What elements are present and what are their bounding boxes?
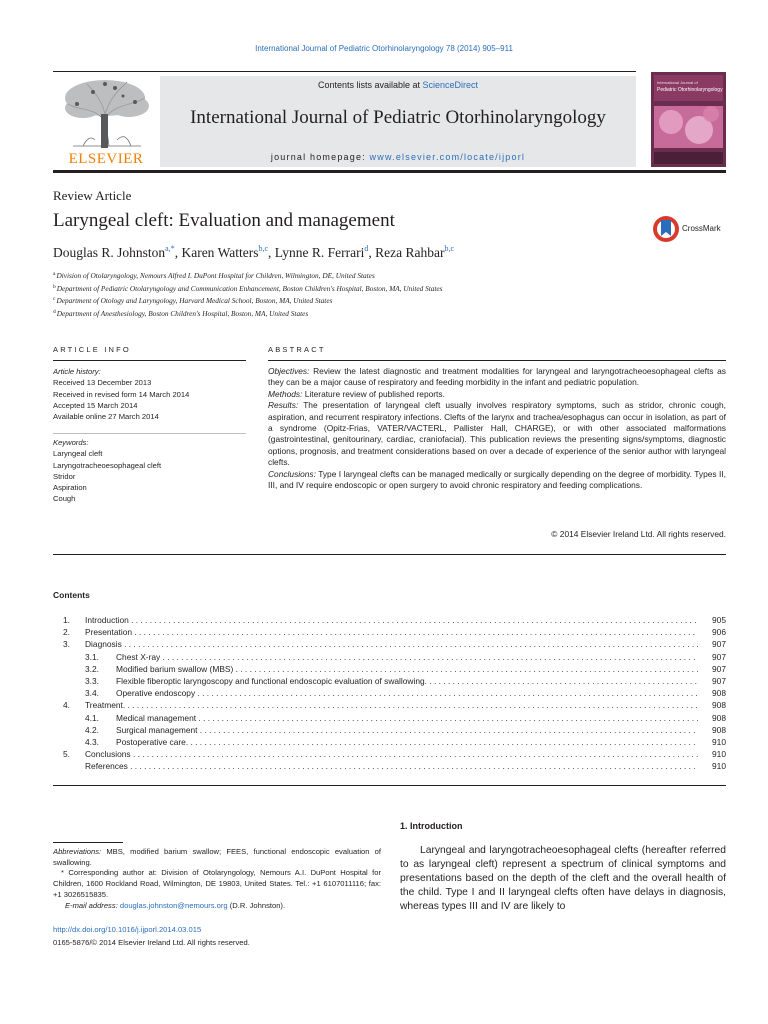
abstract-section: [268, 469, 726, 492]
affiliation-text: Division of Otolaryngology, Nemours Alfred I. DuPont Hospital for Children, Wilmington, DE, United States: [56, 271, 375, 280]
toc-title[interactable]: Diagnosis . . .: [85, 638, 698, 650]
toc-page: 908: [712, 712, 726, 723]
toc-entry[interactable]: [53, 651, 726, 663]
article-info-rule: [53, 360, 246, 361]
homepage-link[interactable]: www.elsevier.com/locate/ijporl: [369, 152, 526, 162]
abstract-rule: [268, 360, 726, 361]
toc-page: 910: [712, 749, 726, 760]
abstract-section-label: Methods:: [268, 388, 303, 399]
toc-page: 907: [712, 675, 726, 686]
toc-number: 3.3.: [85, 675, 99, 686]
toc-entry[interactable]: [53, 760, 726, 772]
contents-rule-bottom: [53, 785, 726, 786]
toc-entry[interactable]: [53, 687, 726, 699]
author-separator: ,: [268, 245, 275, 260]
history-item: Accepted 15 March 2014: [53, 400, 138, 410]
affiliation-key: d: [53, 308, 56, 315]
toc-number: 4.1.: [85, 712, 99, 723]
toc-page: 908: [712, 688, 726, 699]
abbrev-label: Abbreviations:: [53, 847, 102, 856]
footnotes: [53, 847, 381, 911]
affiliation: [53, 269, 443, 282]
toc-title[interactable]: Chest X-ray . . .: [116, 651, 698, 663]
contents-available-line: [160, 80, 636, 90]
toc-title[interactable]: Flexible fiberoptic laryngoscopy and functional endoscopic evaluation of swallowing. . . .: [116, 675, 698, 687]
abstract-section-label: Objectives:: [268, 366, 310, 376]
toc-title[interactable]: Operative endoscopy . . .: [116, 687, 698, 699]
article-type: Review Article: [53, 188, 132, 203]
abstract-section-label: Results:: [268, 400, 299, 411]
toc-page: 907: [712, 651, 726, 662]
affiliation: [53, 307, 443, 320]
toc-page: 907: [712, 663, 726, 674]
toc-page: 906: [712, 627, 726, 638]
history-item: Received 13 December 2013: [53, 378, 152, 388]
toc-entry[interactable]: [53, 699, 726, 711]
toc-number: 2.: [63, 627, 70, 638]
abstract-section: [268, 366, 726, 389]
keyword: Laryngotracheoesophageal cleft: [53, 460, 162, 470]
toc-title[interactable]: Introduction . . .: [85, 614, 698, 626]
journal-title: International Journal of Pediatric Otorhinolaryngology: [190, 107, 606, 128]
introduction-body: Laryngeal and laryngotracheoesophageal clefts (hereafter referred to as laryngeal cleft) represent a spectrum of clinical symptoms and presentations based on the depth of the cleft and the overall health of the child. Type I and II laryngeal clefts often have delays in diagnosis, whereas types III and IV are likely to: [400, 845, 726, 912]
email-footnote: [53, 901, 381, 912]
keyword: Aspiration: [53, 483, 87, 493]
author-separator: ,: [174, 245, 182, 260]
abstract-rule-bottom: [53, 554, 726, 555]
author-list: [53, 244, 454, 261]
toc-title[interactable]: Treatment. . . .: [85, 699, 698, 711]
abstract-section: [268, 389, 726, 400]
toc-page: 910: [712, 736, 726, 747]
contents-title: Contents: [53, 590, 90, 600]
toc-title[interactable]: Surgical management . . .: [116, 724, 698, 736]
abbrev-text: MBS, modified barium swallow; FEES, functional endoscopic evaluation of swallowing.: [53, 847, 381, 867]
homepage-prefix: journal homepage:: [270, 152, 370, 162]
toc-entry[interactable]: [53, 748, 726, 760]
author-name: Karen Watters: [181, 245, 259, 260]
affiliation-text: Department of Pediatric Otolaryngology and Communication Enhancement, Boston Children's Hospital, Boston, MA, United States: [56, 283, 443, 293]
toc-entry[interactable]: [53, 626, 726, 638]
abstract-section-text: The presentation of laryngeal cleft usually involves respiratory symptoms, such as stridor, chronic cough, aspiration, and recurrent respiratory infections. Clefts of the larynx and trachea/esophagus can occur in isolation, as part of a syndrome (Opitz-Frias, VATER/VACTERL, Pallister Hall, CHARGE), or with other associated malformations (gastrointestinal, genitourinary, cardiac, craniofacial). This publication reviews the presenting signs/symptoms, diagnostic options, prognosis, and treatment considerations based on over a decade of experience of the senior author with laryngeal clefts.: [268, 400, 726, 468]
doi-link[interactable]: http://dx.doi.org/10.1016/j.ijporl.2014.03.015: [53, 925, 202, 934]
author-name: Reza Rahbar: [375, 245, 445, 260]
author-affiliation-mark[interactable]: b,c: [444, 244, 455, 253]
toc-number: 4.: [63, 700, 70, 711]
toc-number: 3.2.: [85, 663, 99, 674]
corresponding-footnote: [53, 868, 381, 900]
corresponding-text: Corresponding author at: Division of Otolaryngology, Nemours A.I. DuPont Hospital for Children, 1600 Rockland Road, Wilmington, DE 19803, United States. Tel.: +1 6107011116; fax: +1 3026515835.: [53, 868, 381, 899]
abstract-section-text: Type I laryngeal clefts can be managed medically or surgically depending on the degree of morbidity. Types II, III, and IV require endoscopic or open surgery to avoid chronic respiratory and feeding complications.: [268, 468, 726, 491]
toc-number: 3.4.: [85, 688, 99, 699]
affiliation-key: b: [53, 283, 56, 290]
author-name: Douglas R. Johnston: [53, 245, 166, 260]
table-of-contents: [53, 614, 726, 772]
cover-line-1: International Journal of: [657, 80, 698, 85]
introduction-heading: 1. Introduction: [400, 821, 463, 831]
masthead-rule-thick: [53, 170, 726, 173]
toc-page: 908: [712, 724, 726, 735]
publisher-wordmark: ELSEVIER: [68, 151, 144, 167]
keyword-items: [53, 448, 161, 504]
toc-title[interactable]: References . . .: [85, 760, 698, 772]
journal-cover-thumbnail[interactable]: [651, 72, 726, 167]
keywords-label: Keywords:: [53, 438, 89, 447]
toc-title[interactable]: Modified barium swallow (MBS) . . .: [116, 663, 698, 675]
email-link[interactable]: douglas.johnston@nemours.org: [119, 900, 228, 910]
affiliation-key: a: [53, 271, 56, 277]
sciencedirect-link[interactable]: ScienceDirect: [422, 80, 479, 90]
article-history: [53, 366, 189, 422]
toc-entry[interactable]: [53, 724, 726, 736]
history-item: Available online 27 March 2014: [53, 412, 159, 422]
affiliation-key: c: [53, 296, 56, 303]
abstract-copyright: © 2014 Elsevier Ireland Ltd. All rights reserved.: [551, 529, 726, 539]
abstract-body: [268, 366, 726, 491]
email-label: E-mail address:: [65, 900, 118, 910]
crossmark-label: CrossMark: [682, 224, 721, 233]
keywords-rule: [53, 433, 246, 434]
journal-citation[interactable]: International Journal of Pediatric Otorhinolaryngology 78 (2014) 905–911: [255, 44, 513, 53]
history-items: [53, 377, 189, 422]
toc-page: 907: [712, 639, 726, 650]
crossmark-icon: [652, 214, 680, 244]
author-name: Lynne R. Ferrari: [274, 245, 365, 260]
corresponding-mark: *: [61, 868, 64, 878]
crossmark-badge[interactable]: [652, 214, 728, 244]
article-title: Laryngeal cleft: Evaluation and management: [53, 210, 395, 231]
toc-entry[interactable]: [53, 614, 726, 626]
article-info-heading: ARTICLE INFO: [53, 345, 131, 354]
abstract-section-label: Conclusions:: [268, 468, 316, 479]
issn-line: 0165-5876/© 2014 Elsevier Ireland Ltd. All rights reserved.: [53, 938, 250, 947]
affiliation-text: Department of Anesthesiology, Boston Children's Hospital, Boston, MA, United States: [56, 308, 309, 318]
toc-entry[interactable]: [53, 736, 726, 748]
affiliation-list: [53, 269, 443, 319]
affiliation-text: Department of Otology and Laryngology, Harvard Medical School, Boston, MA, United States: [56, 296, 333, 306]
history-item: Received in revised form 14 March 2014: [53, 389, 190, 399]
affiliation: [53, 294, 443, 307]
toc-number: 3.1.: [85, 651, 99, 662]
toc-entry[interactable]: [53, 712, 726, 724]
toc-number: 5.: [63, 749, 70, 760]
toc-title[interactable]: Postoperative care. . . .: [116, 736, 698, 748]
abbreviations-footnote: [53, 847, 381, 868]
masthead-rule: [53, 71, 636, 72]
contents-prefix: Contents lists available at: [317, 80, 423, 90]
toc-entry[interactable]: [53, 638, 726, 650]
author-separator: ,: [368, 245, 376, 260]
history-label: Article history:: [53, 367, 101, 376]
abstract-section-text: Review the latest diagnostic and treatment modalities for laryngeal and laryngotracheoesophageal clefts as they can be a major cause of respiratory and feeding morbidity in the infant and pediatric population.: [268, 366, 726, 388]
abstract-heading: ABSTRACT: [268, 345, 326, 354]
journal-homepage-line: [160, 152, 636, 162]
cover-line-2: Pediatric Otorhinolaryngology: [657, 87, 723, 93]
email-suffix: (D.R. Johnston).: [229, 900, 286, 910]
toc-title[interactable]: Conclusions . . .: [85, 748, 698, 760]
affiliation: [53, 282, 443, 295]
author-affiliation-mark[interactable]: d: [364, 244, 369, 253]
abstract-section: [268, 400, 726, 468]
toc-number: 4.2.: [85, 724, 99, 735]
toc-title[interactable]: Presentation . . .: [85, 626, 698, 638]
keyword: Stridor: [53, 471, 76, 481]
footnote-rule: [53, 842, 123, 843]
toc-page: 905: [712, 615, 726, 625]
abstract-section-text: Literature review of published reports.: [304, 388, 445, 399]
toc-number: 1.: [63, 615, 70, 625]
keyword: Laryngeal cleft: [53, 449, 103, 459]
keywords-block: [53, 437, 161, 505]
toc-page: 908: [712, 700, 726, 711]
author-affiliation-mark[interactable]: b,c: [258, 244, 269, 253]
keyword: Cough: [53, 494, 76, 504]
toc-number: 3.: [63, 639, 70, 650]
toc-page: 910: [712, 761, 726, 772]
toc-entry[interactable]: [53, 663, 726, 675]
toc-entry[interactable]: [53, 675, 726, 687]
author-affiliation-mark[interactable]: a,*: [165, 244, 175, 253]
toc-number: 4.3.: [85, 736, 99, 747]
toc-title[interactable]: Medical management . . .: [116, 712, 698, 724]
